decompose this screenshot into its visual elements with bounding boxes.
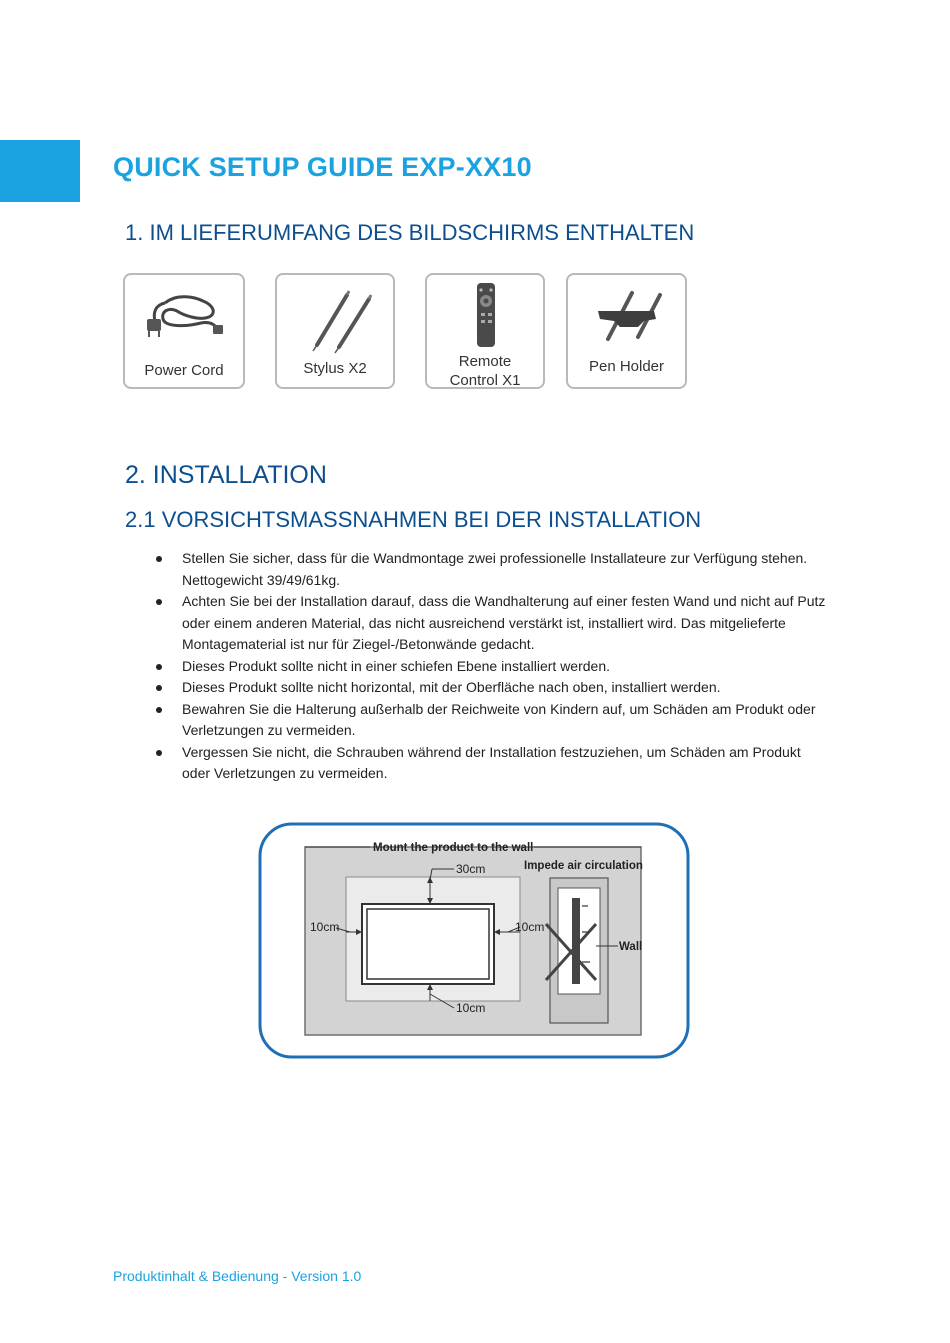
page-title: QUICK SETUP GUIDE EXP-XX10 xyxy=(113,152,532,182)
item-label-remote-line2: Control X1 xyxy=(449,372,521,389)
item-card-remote-control xyxy=(425,273,545,389)
remote-control-icon xyxy=(427,275,543,351)
item-card-stylus xyxy=(275,273,395,389)
mount-label: Mount the product to the wall xyxy=(373,842,534,854)
pen-holder-icon xyxy=(568,275,685,355)
item-label-stylus: Stylus X2 xyxy=(303,360,367,377)
section-heading-scope-of-delivery: 1. IM LIEFERUMFANG DES BILDSCHIRMS ENTHALTEN xyxy=(125,220,695,245)
item-label-remote-line1: Remote xyxy=(458,353,512,370)
wall-label: Wall xyxy=(619,941,643,953)
subsection-heading-precautions: 2.1 VORSICHTSMASSNAHMEN BEI DER INSTALLATION xyxy=(125,507,702,532)
item-card-pen-holder xyxy=(566,273,687,389)
page-footer: Produktinhalt & Bedienung - Version 1.0 xyxy=(113,1268,362,1284)
list-item: Dieses Produkt sollte nicht in einer schiefen Ebene installiert werden. xyxy=(150,656,830,678)
impede-label: Impede air circulation xyxy=(524,860,643,872)
precautions-list xyxy=(150,548,830,785)
list-item: Stellen Sie sicher, dass für die Wandmontage zwei professionelle Installateure zur Verfügung stehen. Nettogewicht 39/49/61kg. xyxy=(150,548,830,591)
section-heading-installation: 2. INSTALLATION xyxy=(125,461,327,489)
right-clearance-label: 10cm xyxy=(515,920,545,934)
wall-mount-diagram xyxy=(258,822,690,1059)
stylus-icon xyxy=(277,275,393,355)
list-item: Achten Sie bei der Installation darauf, dass die Wandhalterung auf einer festen Wand und nicht auf Putz oder einem anderen Material, das nicht ausreichend verstärkt ist, installiert wird. Das mitgelieferte Montagematerial ist nur für Ziegel-/Betonwände gedacht. xyxy=(150,591,830,656)
item-label-power-cord: Power Cord xyxy=(144,362,224,379)
top-clearance-label: 30cm xyxy=(456,862,486,876)
list-item: Vergessen Sie nicht, die Schrauben während der Installation festzuziehen, um Schäden am Produkt oder Verletzungen zu vermeiden. xyxy=(150,742,830,785)
bottom-clearance-label: 10cm xyxy=(456,1001,486,1015)
item-card-power-cord xyxy=(123,273,245,389)
accent-bar xyxy=(0,140,80,202)
delivery-items xyxy=(123,273,693,395)
list-item: Bewahren Sie die Halterung außerhalb der Reichweite von Kindern auf, um Schäden am Produkt oder Verletzungen zu vermeiden. xyxy=(150,699,830,742)
list-item: Dieses Produkt sollte nicht horizontal, mit der Oberfläche nach oben, installiert werden. xyxy=(150,677,830,699)
item-label-pen-holder: Pen Holder xyxy=(588,358,665,375)
left-clearance-label: 10cm xyxy=(310,920,340,934)
power-cord-icon xyxy=(125,275,243,355)
